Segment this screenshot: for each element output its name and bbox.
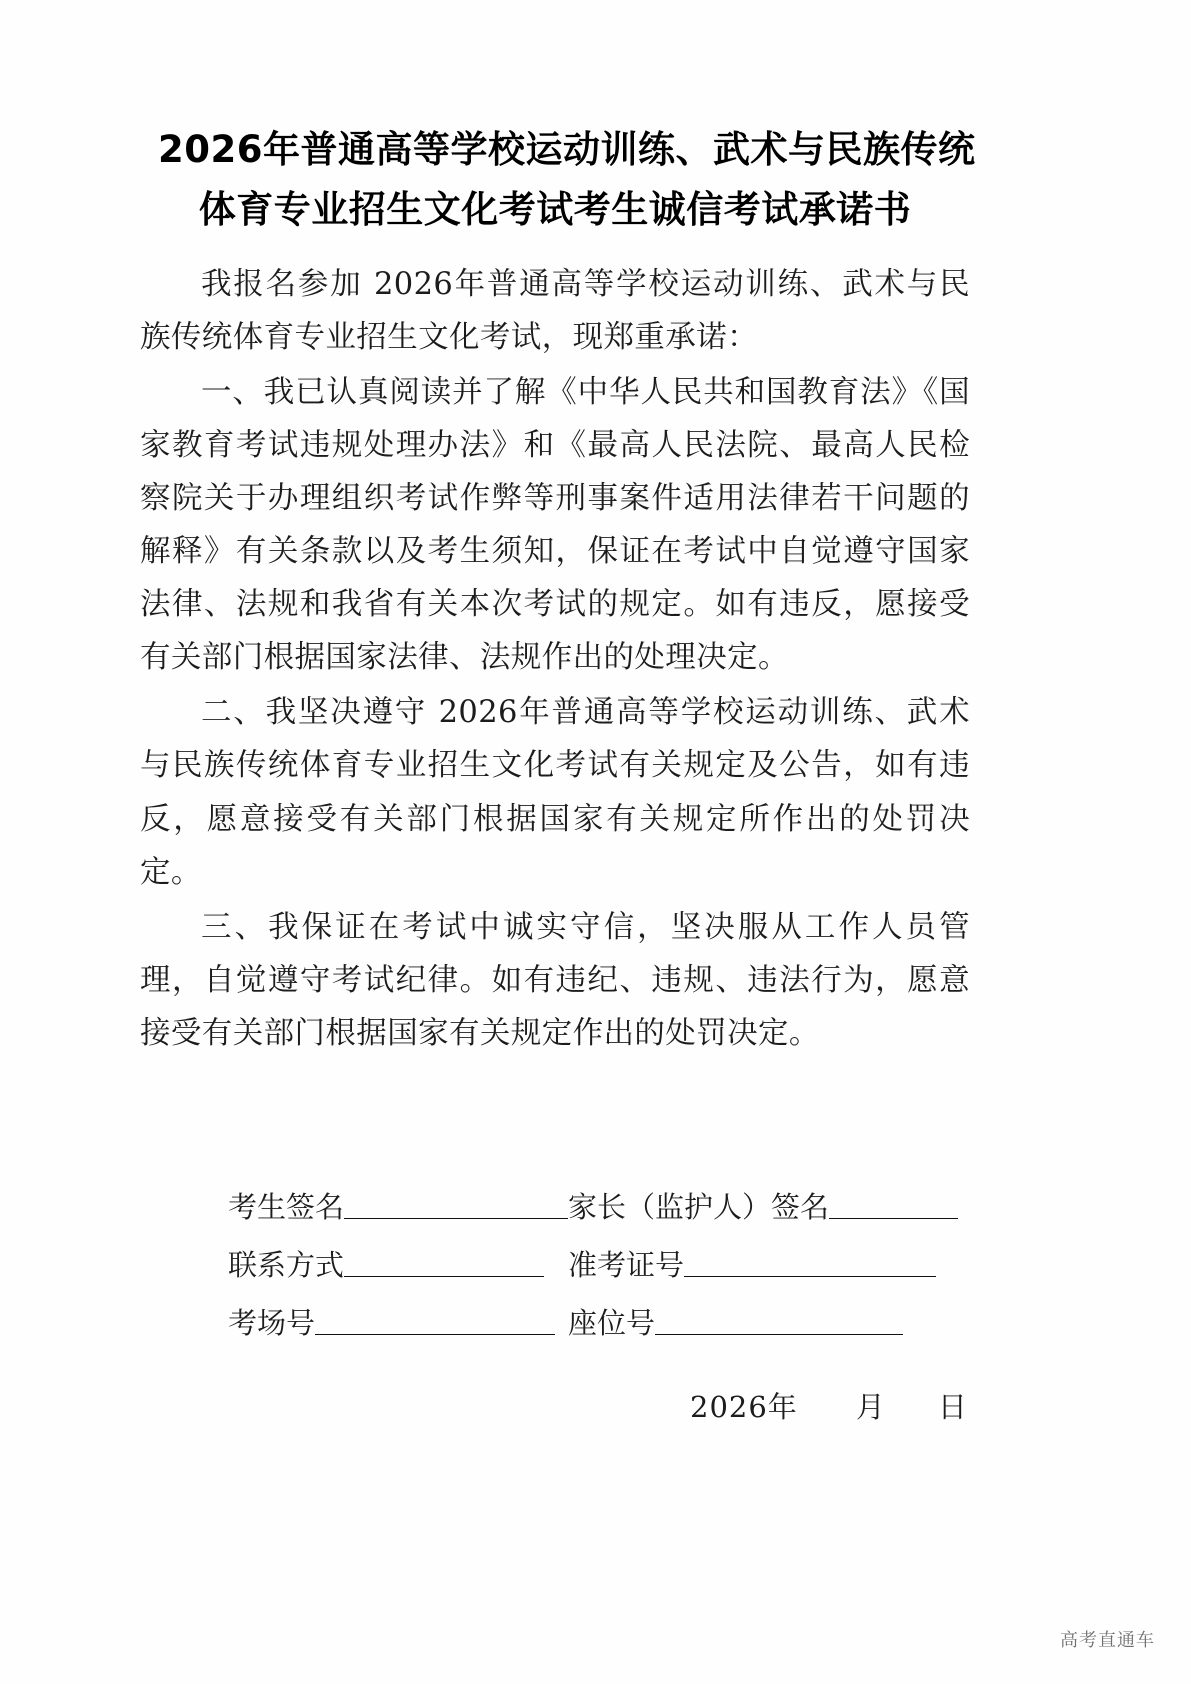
date-year: 2026年 — [690, 1390, 798, 1424]
date-day: 日 — [937, 1390, 968, 1424]
date-month: 月 — [855, 1390, 886, 1424]
seat-number-field[interactable] — [568, 1308, 958, 1340]
candidate-signature-label: 考生签名 — [228, 1190, 345, 1225]
paragraph-clause-three: 三、我保证在考试中诚实守信，坚决服从工作人员管理，自觉遵守考试纪律。如有违纪、违规、违法行为，愿意接受有关部门根据国家有关规定作出的处罚决定。 — [140, 909, 970, 1051]
signature-block — [228, 1176, 958, 1350]
exam-room-field[interactable] — [228, 1308, 568, 1340]
exam-room-label: 考场号 — [228, 1306, 316, 1341]
signature-row-contact — [228, 1234, 958, 1282]
candidate-signature-line[interactable] — [344, 1217, 568, 1219]
paragraph-clause-one: 一、我已认真阅读并了解《中华人民共和国教育法》《国家教育考试违规处理办法》和《最高人民法院、最高人民检察院关于办理组织考试作弊等刑事案件适用法律若干问题的解释》有关条款以及考生须知，保证在考试中自觉遵守国家法律、法规和我省有关本次考试的规定。如有违反，愿接受有关部门根据国家法律、法规作出的处理决定。 — [140, 375, 970, 676]
guardian-signature-line[interactable] — [829, 1217, 958, 1219]
guardian-signature-label: 家长（监护人）签名 — [568, 1190, 830, 1225]
contact-field[interactable] — [228, 1250, 568, 1282]
contact-line[interactable] — [344, 1275, 544, 1277]
date-line — [690, 1385, 968, 1426]
watermark-label: 高考直通车 — [1060, 1630, 1155, 1651]
document-body — [140, 120, 976, 1062]
paragraph-clause-two: 二、我坚决遵守 2026年普通高等学校运动训练、武术与民族传统体育专业招生文化考试有关规定及公告，如有违反，愿意接受有关部门根据国家有关规定所作出的处罚决定。 — [140, 695, 970, 890]
guardian-signature-field[interactable] — [568, 1192, 958, 1224]
seat-number-label: 座位号 — [568, 1306, 656, 1341]
title-line-2: 体育专业招生文化考试考生诚信考试承诺书 — [198, 187, 912, 231]
admission-ticket-line[interactable] — [684, 1275, 936, 1277]
page-title — [140, 120, 976, 240]
signature-row-room-seat — [228, 1292, 958, 1340]
admission-ticket-field[interactable] — [568, 1250, 958, 1282]
signature-row-names — [228, 1176, 958, 1224]
admission-ticket-label: 准考证号 — [568, 1248, 685, 1283]
seat-number-line[interactable] — [655, 1333, 903, 1335]
contact-label: 联系方式 — [228, 1248, 345, 1283]
title-line-1: 2026年普通高等学校运动训练、武术与民族传统 — [158, 128, 976, 171]
paragraph-intro: 我报名参加 2026年普通高等学校运动训练、武术与民族传统体育专业招生文化考试，现郑重承诺： — [140, 266, 970, 355]
exam-room-line[interactable] — [315, 1333, 555, 1335]
candidate-signature-field[interactable] — [228, 1192, 568, 1224]
